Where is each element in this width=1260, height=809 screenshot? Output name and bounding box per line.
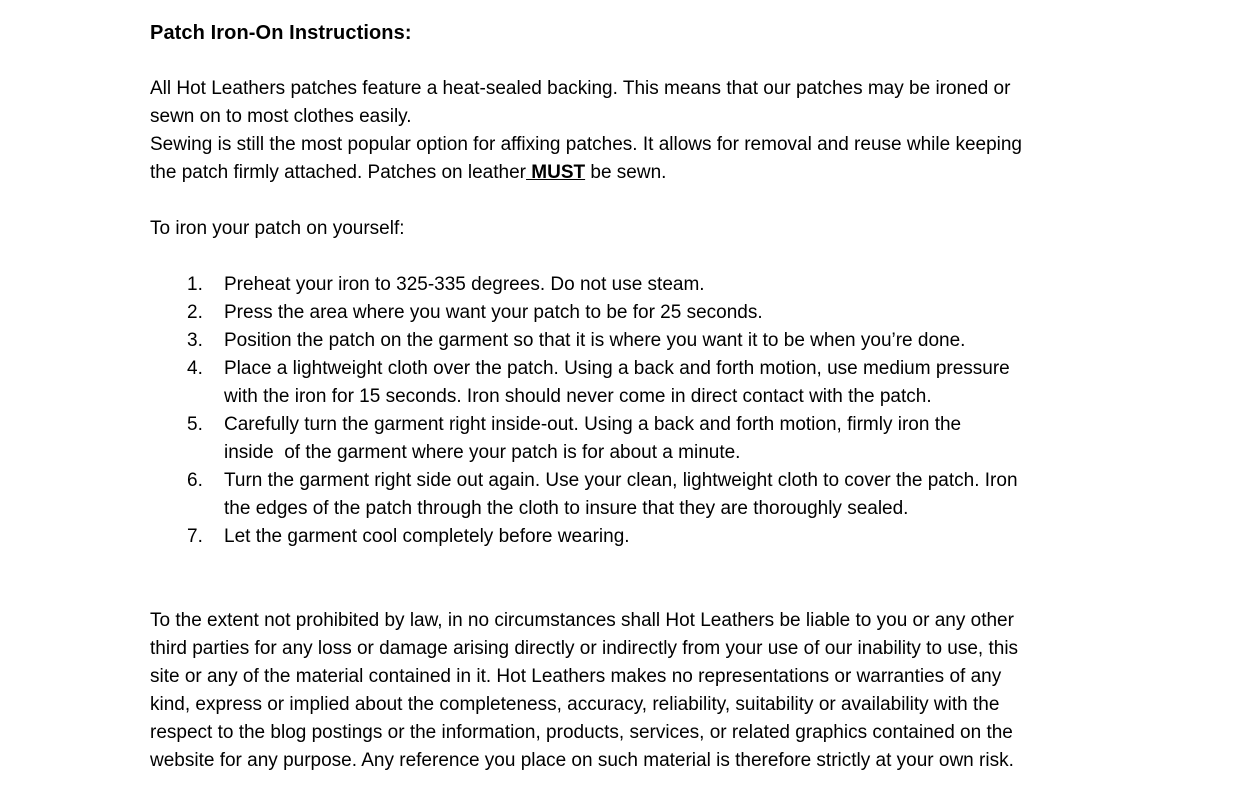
step-item-4 (150, 355, 1140, 411)
step-line: Place a lightweight cloth over the patch. Using a back and forth motion, use medium pressure (224, 358, 1010, 379)
step-item-5 (150, 411, 1140, 467)
step-number: 5. (187, 414, 203, 435)
intro-paragraph (150, 75, 1140, 187)
blank-line (150, 243, 1140, 271)
disclaimer-line-1: To the extent not prohibited by law, in no circumstances shall Hot Leathers be liable to you or any other (150, 610, 1014, 631)
step-text (224, 467, 1140, 523)
step-number: 3. (187, 330, 203, 351)
document-title: Patch Iron-On Instructions: (150, 22, 412, 44)
disclaimer-line-3: site or any of the material contained in it. Hot Leathers makes no representations or warranties of any (150, 666, 1002, 687)
intro-line-4-prefix: the patch firmly attached. Patches on leather (150, 162, 526, 183)
intro-line-4 (150, 159, 1140, 187)
step-number: 6. (187, 470, 203, 491)
disclaimer-paragraph (150, 607, 1140, 775)
step-item-3 (150, 327, 1140, 355)
blank-line (150, 551, 1140, 579)
step-line: Turn the garment right side out again. Use your clean, lightweight cloth to cover the patch. Iron (224, 470, 1018, 491)
step-line: Let the garment cool completely before wearing. (224, 526, 630, 547)
instruction-steps-list (150, 271, 1140, 551)
step-text (224, 411, 1140, 467)
step-number: 7. (187, 526, 203, 547)
step-line: the edges of the patch through the cloth to insure that they are thoroughly sealed. (224, 498, 909, 519)
step-line: Preheat your iron to 325-335 degrees. Do not use steam. (224, 274, 705, 295)
intro-line-1: All Hot Leathers patches feature a heat-sealed backing. This means that our patches may be ironed or (150, 78, 1011, 99)
intro-line-3: Sewing is still the most popular option for affixing patches. It allows for removal and reuse while keeping (150, 134, 1022, 155)
step-text (224, 271, 1140, 299)
step-number: 1. (187, 274, 203, 295)
blank-line (150, 47, 1140, 75)
disclaimer-line-5: respect to the blog postings or the information, products, services, or related graphics contained on the (150, 722, 1013, 743)
step-item-7 (150, 523, 1140, 551)
step-text (224, 355, 1140, 411)
step-text (224, 299, 1140, 327)
step-line: Press the area where you want your patch to be for 25 seconds. (224, 302, 763, 323)
step-text (224, 327, 1140, 355)
step-item-2 (150, 299, 1140, 327)
disclaimer-line-2: third parties for any loss or damage arising directly or indirectly from your use of our inability to use, this (150, 638, 1019, 659)
must-emphasis: MUST (526, 162, 586, 183)
blank-line (150, 579, 1140, 607)
step-line: with the iron for 15 seconds. Iron should never come in direct contact with the patch. (224, 386, 932, 407)
step-line: Carefully turn the garment right inside-out. Using a back and forth motion, firmly iron the (224, 414, 962, 435)
intro-line-4-suffix: be sewn. (585, 162, 667, 183)
step-number: 4. (187, 358, 203, 379)
blank-line (150, 187, 1140, 215)
step-item-6 (150, 467, 1140, 523)
step-item-1 (150, 271, 1140, 299)
step-line: Position the patch on the garment so that it is where you want it to be when you’re done. (224, 330, 966, 351)
step-line: inside of the garment where your patch is for about a minute. (224, 442, 741, 463)
disclaimer-line-4: kind, express or implied about the completeness, accuracy, reliability, suitability or availability with the (150, 694, 1000, 715)
step-text (224, 523, 1140, 551)
disclaimer-line-6: website for any purpose. Any reference you place on such material is therefore strictly at your own risk. (150, 750, 1014, 771)
intro-line-2: sewn on to most clothes easily. (150, 106, 412, 127)
section-heading: To iron your patch on yourself: (150, 218, 405, 239)
step-number: 2. (187, 302, 203, 323)
